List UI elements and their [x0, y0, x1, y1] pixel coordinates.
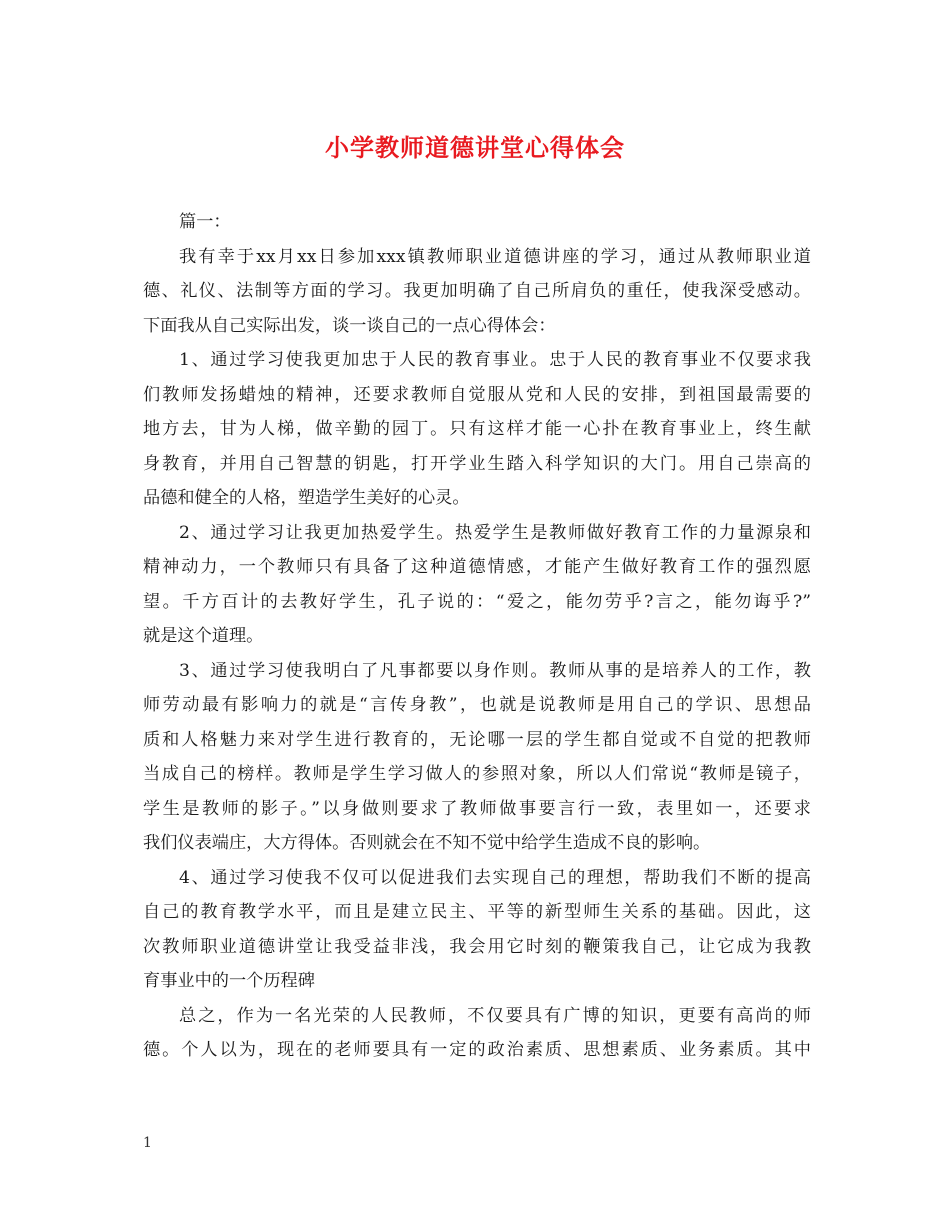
- text-line: 育事业中的一个历程碑: [143, 971, 315, 991]
- text-line: 身教育，并用自己智慧的钥匙，打开学业生踏入科学知识的大门。用自己崇高的: [143, 453, 811, 474]
- text-line: 我有幸于xx月xx日参加xxx镇教师职业道德讲座的学习，通过从教师职业道: [179, 246, 811, 267]
- text-line: 1、通过学习使我更加忠于人民的教育事业。忠于人民的教育事业不仅要求我: [179, 350, 811, 370]
- text-line: 总之，作为一名光荣的人民教师，不仅要具有广博的知识，更要有高尚的师: [179, 1005, 811, 1026]
- text-line: 就是这个道理。: [143, 626, 264, 646]
- text-line: 我们仪表端庄，大方得体。否则就会在不知不觉中给学生造成不良的影响。: [143, 833, 711, 853]
- text-line: 品德和健全的人格，塑造学生美好的心灵。: [143, 488, 470, 508]
- text-line: 下面我从自己实际出发，谈一谈自己的一点心得体会：: [143, 315, 556, 336]
- text-line: 自己的教育教学水平，而且是建立民主、平等的新型师生关系的基础。因此，这: [143, 902, 811, 922]
- text-line: 德。个人以为，现在的老师要具有一定的政治素质、思想素质、业务素质。其中: [143, 1040, 811, 1060]
- document-body: [143, 205, 811, 1068]
- text-line: 师劳动最有影响力的就是“言传身教”，也就是说教师是用自己的学识、思想品: [143, 695, 811, 715]
- text-line: 质和人格魅力来对学生进行教育的，无论哪一层的学生都自觉或不自觉的把教师: [143, 729, 811, 750]
- text-line: 德、礼仪、法制等方面的学习。我更加明确了自己所肩负的重任，使我深受感动。: [143, 281, 811, 301]
- text-line: 学生是教师的影子。”以身做则要求了教师做事要言行一致，表里如一，还要求: [143, 798, 811, 819]
- document-title: 小学教师道德讲堂心得体会: [325, 133, 625, 162]
- text-line: 望。千方百计的去教好学生，孔子说的：“爱之，能勿劳乎?言之，能勿诲乎?”: [143, 591, 811, 612]
- text-line: 地方去，甘为人梯，做辛勤的园丁。只有这样才能一心扑在教育事业上，终生献: [143, 419, 811, 439]
- text-line: 精神动力，一个教师只有具备了这种道德情感，才能产生做好教育工作的强烈愿: [143, 557, 811, 577]
- text-line: 2、通过学习让我更加热爱学生。热爱学生是教师做好教育工作的力量源泉和: [179, 522, 811, 543]
- text-line: 们教师发扬蜡烛的精神，还要求教师自觉服从党和人民的安排，到祖国最需要的: [143, 384, 811, 405]
- text-line: 当成自己的榜样。教师是学生学习做人的参照对象，所以人们常说“教师是镜子，: [143, 764, 811, 784]
- text-line: 4、通过学习使我不仅可以促进我们去实现自己的理想，帮助我们不断的提高: [179, 867, 811, 888]
- text-line: 篇一：: [179, 212, 231, 232]
- page-number: 1: [143, 1135, 152, 1151]
- text-line: 3、通过学习使我明白了凡事都要以身作则。教师从事的是培养人的工作，教: [179, 660, 811, 681]
- text-line: 次教师职业道德讲堂让我受益非浅，我会用它时刻的鞭策我自己，让它成为我教: [143, 936, 811, 957]
